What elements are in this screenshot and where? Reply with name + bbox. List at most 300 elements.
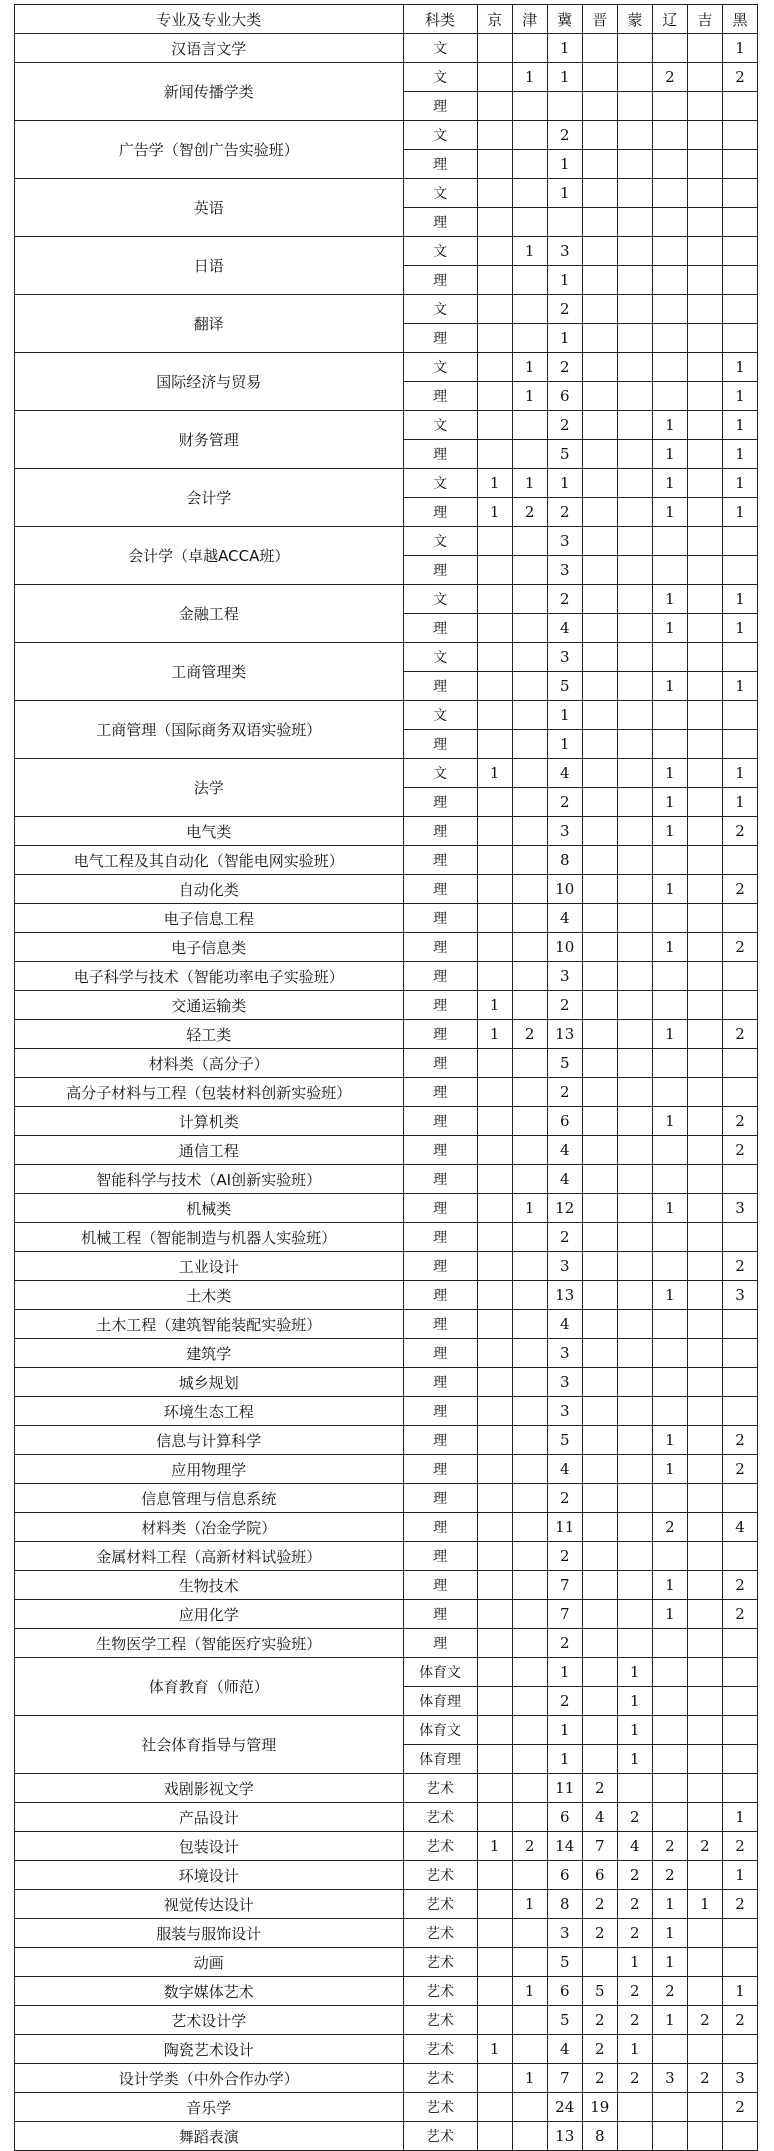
quota-cell: 8: [582, 2122, 617, 2151]
quota-cell: 2: [547, 1223, 582, 1252]
quota-cell: 1: [617, 1658, 652, 1687]
quota-cell: 2: [547, 788, 582, 817]
table-row: [15, 63, 758, 92]
quota-cell: 2: [512, 1832, 547, 1861]
quota-cell: [652, 121, 687, 150]
quota-cell: [617, 295, 652, 324]
major-name-cell: 环境设计: [15, 1861, 404, 1890]
quota-cell: 2: [582, 2006, 617, 2035]
header-province-tianjin: 津: [512, 5, 547, 34]
major-name-cell: 视觉传达设计: [15, 1890, 404, 1919]
quota-cell: [512, 759, 547, 788]
quota-cell: 5: [547, 1049, 582, 1078]
table-row: [15, 1107, 758, 1136]
quota-cell: 5: [547, 440, 582, 469]
table-row: [15, 1020, 758, 1049]
subject-type-cell: 艺术: [403, 1977, 477, 2006]
major-name-cell: 舞蹈表演: [15, 2122, 404, 2151]
quota-cell: [512, 962, 547, 991]
table-row: [15, 1832, 758, 1861]
major-name-cell: 汉语言文学: [15, 34, 404, 63]
quota-cell: [477, 1310, 512, 1339]
quota-cell: [477, 1513, 512, 1542]
quota-cell: [582, 1107, 617, 1136]
quota-cell: [512, 1513, 547, 1542]
quota-cell: 2: [512, 498, 547, 527]
quota-cell: [582, 34, 617, 63]
quota-cell: [687, 962, 722, 991]
quota-cell: 1: [477, 1020, 512, 1049]
quota-cell: [617, 469, 652, 498]
quota-cell: [687, 1310, 722, 1339]
subject-type-cell: 文: [403, 63, 477, 92]
table-row: [15, 1455, 758, 1484]
quota-cell: [477, 1629, 512, 1658]
quota-cell: [512, 1397, 547, 1426]
quota-cell: [582, 1281, 617, 1310]
quota-cell: 12: [547, 1194, 582, 1223]
quota-cell: 2: [652, 1977, 687, 2006]
quota-cell: 3: [547, 962, 582, 991]
quota-cell: [512, 1745, 547, 1774]
subject-type-cell: 理: [403, 92, 477, 121]
quota-cell: 24: [547, 2093, 582, 2122]
quota-cell: [512, 121, 547, 150]
quota-cell: [582, 556, 617, 585]
quota-cell: [477, 1397, 512, 1426]
major-name-cell: 电气工程及其自动化（智能电网实验班）: [15, 846, 404, 875]
quota-cell: [512, 991, 547, 1020]
quota-cell: [652, 527, 687, 556]
quota-cell: 1: [512, 2064, 547, 2093]
table-row: [15, 34, 758, 63]
subject-type-cell: 艺术: [403, 1919, 477, 1948]
major-name-cell: 机械工程（智能制造与机器人实验班）: [15, 1223, 404, 1252]
quota-cell: [687, 382, 722, 411]
quota-cell: [617, 1281, 652, 1310]
quota-cell: 4: [547, 1136, 582, 1165]
table-row: [15, 1194, 758, 1223]
table-row: [15, 1861, 758, 1890]
quota-cell: [582, 1194, 617, 1223]
quota-cell: 1: [652, 875, 687, 904]
quota-cell: [687, 2035, 722, 2064]
quota-cell: [687, 2093, 722, 2122]
subject-type-cell: 理: [403, 1165, 477, 1194]
subject-type-cell: 文: [403, 34, 477, 63]
quota-cell: [687, 1861, 722, 1890]
quota-cell: [687, 324, 722, 353]
quota-cell: [512, 2035, 547, 2064]
quota-cell: [512, 2006, 547, 2035]
quota-cell: [512, 643, 547, 672]
table-row: [15, 1310, 758, 1339]
quota-cell: [582, 1571, 617, 1600]
quota-cell: [617, 527, 652, 556]
major-name-cell: 动画: [15, 1948, 404, 1977]
quota-cell: [722, 730, 757, 759]
table-row: [15, 846, 758, 875]
quota-cell: [582, 527, 617, 556]
quota-cell: [652, 701, 687, 730]
quota-cell: [512, 150, 547, 179]
table-row: [15, 1397, 758, 1426]
quota-cell: [687, 1629, 722, 1658]
quota-cell: [582, 440, 617, 469]
quota-cell: [687, 1716, 722, 1745]
quota-cell: [512, 1136, 547, 1165]
subject-type-cell: 理: [403, 208, 477, 237]
quota-cell: 3: [547, 1339, 582, 1368]
quota-cell: [722, 121, 757, 150]
subject-type-cell: 艺术: [403, 2006, 477, 2035]
table-row: [15, 1629, 758, 1658]
quota-cell: 1: [722, 585, 757, 614]
quota-cell: [722, 643, 757, 672]
quota-cell: [512, 1803, 547, 1832]
quota-cell: 4: [547, 904, 582, 933]
quota-cell: 2: [547, 991, 582, 1020]
quota-cell: 7: [547, 1571, 582, 1600]
quota-cell: [617, 962, 652, 991]
quota-cell: [722, 92, 757, 121]
quota-cell: [547, 92, 582, 121]
quota-cell: [582, 1310, 617, 1339]
quota-cell: 4: [547, 1310, 582, 1339]
subject-type-cell: 文: [403, 237, 477, 266]
quota-cell: [687, 1774, 722, 1803]
quota-cell: [582, 1049, 617, 1078]
header-row: [15, 5, 758, 34]
quota-cell: 1: [547, 324, 582, 353]
quota-cell: [687, 527, 722, 556]
quota-cell: [687, 150, 722, 179]
quota-cell: 1: [652, 817, 687, 846]
subject-type-cell: 理: [403, 1397, 477, 1426]
quota-cell: 10: [547, 933, 582, 962]
quota-cell: [652, 643, 687, 672]
quota-cell: 1: [617, 1716, 652, 1745]
quota-cell: [477, 1803, 512, 1832]
subject-type-cell: 体育理: [403, 1745, 477, 1774]
quota-cell: [617, 121, 652, 150]
table-row: [15, 1165, 758, 1194]
quota-cell: [477, 643, 512, 672]
quota-cell: [687, 1397, 722, 1426]
quota-cell: 11: [547, 1774, 582, 1803]
quota-cell: 1: [652, 1194, 687, 1223]
quota-cell: [617, 875, 652, 904]
quota-cell: [617, 1629, 652, 1658]
quota-cell: 1: [512, 353, 547, 382]
quota-cell: 3: [547, 527, 582, 556]
quota-cell: [617, 1397, 652, 1426]
major-name-cell: 设计学类（中外合作办学）: [15, 2064, 404, 2093]
quota-cell: [617, 904, 652, 933]
quota-cell: 4: [722, 1513, 757, 1542]
quota-cell: 6: [582, 1861, 617, 1890]
quota-cell: [582, 904, 617, 933]
quota-cell: [477, 2064, 512, 2093]
quota-cell: [617, 382, 652, 411]
quota-cell: [722, 1542, 757, 1571]
quota-cell: [477, 1687, 512, 1716]
quota-cell: [512, 1223, 547, 1252]
quota-cell: 3: [547, 643, 582, 672]
subject-type-cell: 理: [403, 1426, 477, 1455]
quota-cell: 1: [512, 1890, 547, 1919]
quota-cell: [512, 295, 547, 324]
quota-cell: [512, 556, 547, 585]
quota-cell: [512, 92, 547, 121]
table-row: [15, 2006, 758, 2035]
quota-cell: [477, 585, 512, 614]
quota-cell: [687, 353, 722, 382]
subject-type-cell: 理: [403, 730, 477, 759]
quota-cell: [617, 788, 652, 817]
quota-cell: 2: [582, 1774, 617, 1803]
quota-cell: [687, 875, 722, 904]
subject-type-cell: 艺术: [403, 2122, 477, 2151]
quota-cell: [652, 556, 687, 585]
quota-cell: 1: [687, 1890, 722, 1919]
quota-cell: [617, 643, 652, 672]
quota-cell: [477, 179, 512, 208]
quota-cell: [687, 1339, 722, 1368]
quota-cell: [582, 1745, 617, 1774]
quota-cell: [582, 1368, 617, 1397]
quota-cell: [477, 1223, 512, 1252]
table-row: [15, 701, 758, 730]
quota-cell: 2: [722, 1571, 757, 1600]
quota-cell: 6: [547, 1861, 582, 1890]
table-row: [15, 933, 758, 962]
table-row: [15, 411, 758, 440]
quota-cell: [687, 1368, 722, 1397]
table-row: [15, 2122, 758, 2151]
quota-cell: [617, 759, 652, 788]
quota-cell: [512, 1542, 547, 1571]
quota-cell: [722, 991, 757, 1020]
subject-type-cell: 理: [403, 1484, 477, 1513]
quota-cell: [582, 1339, 617, 1368]
quota-cell: [512, 1339, 547, 1368]
quota-cell: [617, 150, 652, 179]
quota-cell: [512, 1600, 547, 1629]
quota-cell: [477, 933, 512, 962]
quota-cell: 11: [547, 1513, 582, 1542]
quota-cell: [477, 1658, 512, 1687]
quota-cell: [652, 1310, 687, 1339]
quota-cell: [617, 324, 652, 353]
quota-cell: 1: [547, 34, 582, 63]
major-name-cell: 国际经济与贸易: [15, 353, 404, 411]
table-row: [15, 353, 758, 382]
quota-cell: [687, 121, 722, 150]
major-name-cell: 艺术设计学: [15, 2006, 404, 2035]
quota-cell: [617, 1368, 652, 1397]
quota-cell: [617, 179, 652, 208]
quota-cell: [582, 643, 617, 672]
major-name-cell: 轻工类: [15, 1020, 404, 1049]
quota-cell: [477, 788, 512, 817]
quota-cell: 1: [722, 440, 757, 469]
quota-cell: 1: [722, 614, 757, 643]
quota-cell: [582, 817, 617, 846]
quota-cell: [617, 353, 652, 382]
quota-cell: [477, 730, 512, 759]
quota-cell: 2: [687, 2064, 722, 2093]
quota-cell: 1: [617, 1745, 652, 1774]
quota-cell: [652, 2035, 687, 2064]
table-row: [15, 1513, 758, 1542]
quota-cell: 1: [722, 498, 757, 527]
quota-cell: [477, 2006, 512, 2035]
major-name-cell: 金融工程: [15, 585, 404, 643]
quota-cell: [512, 1252, 547, 1281]
quota-cell: [582, 1629, 617, 1658]
quota-cell: 2: [582, 1890, 617, 1919]
quota-cell: [477, 2093, 512, 2122]
major-name-cell: 新闻传播学类: [15, 63, 404, 121]
quota-cell: [687, 34, 722, 63]
major-name-cell: 计算机类: [15, 1107, 404, 1136]
quota-cell: [652, 1049, 687, 1078]
quota-cell: [582, 1455, 617, 1484]
quota-cell: [512, 1368, 547, 1397]
quota-cell: 1: [477, 991, 512, 1020]
quota-cell: [477, 1339, 512, 1368]
quota-cell: 5: [582, 1977, 617, 2006]
subject-type-cell: 理: [403, 991, 477, 1020]
quota-cell: 1: [547, 469, 582, 498]
quota-cell: [687, 643, 722, 672]
quota-cell: [512, 1948, 547, 1977]
major-name-cell: 翻译: [15, 295, 404, 353]
subject-type-cell: 体育理: [403, 1687, 477, 1716]
quota-cell: [582, 295, 617, 324]
quota-cell: [722, 556, 757, 585]
quota-cell: 6: [547, 382, 582, 411]
quota-cell: [687, 1252, 722, 1281]
quota-cell: [512, 1281, 547, 1310]
quota-cell: [652, 382, 687, 411]
quota-cell: [652, 34, 687, 63]
subject-type-cell: 文: [403, 179, 477, 208]
subject-type-cell: 理: [403, 382, 477, 411]
quota-cell: [477, 411, 512, 440]
quota-cell: [687, 1078, 722, 1107]
quota-cell: [582, 1426, 617, 1455]
quota-cell: 1: [652, 1020, 687, 1049]
quota-cell: [687, 1107, 722, 1136]
quota-cell: [687, 1484, 722, 1513]
quota-cell: [477, 1426, 512, 1455]
quota-cell: [617, 63, 652, 92]
table-row: [15, 1716, 758, 1745]
quota-cell: [722, 701, 757, 730]
quota-cell: 13: [547, 1020, 582, 1049]
quota-cell: [722, 1368, 757, 1397]
quota-cell: [617, 237, 652, 266]
quota-cell: 3: [722, 2064, 757, 2093]
quota-cell: [477, 353, 512, 382]
quota-cell: [582, 1078, 617, 1107]
major-name-cell: 电气类: [15, 817, 404, 846]
quota-cell: [652, 1629, 687, 1658]
quota-cell: [652, 1687, 687, 1716]
quota-cell: [652, 266, 687, 295]
quota-cell: [477, 1484, 512, 1513]
quota-cell: 1: [547, 266, 582, 295]
quota-cell: [477, 1542, 512, 1571]
subject-type-cell: 理: [403, 933, 477, 962]
quota-cell: 5: [547, 1948, 582, 1977]
quota-cell: 3: [547, 556, 582, 585]
quota-cell: [477, 614, 512, 643]
major-name-cell: 英语: [15, 179, 404, 237]
table-row: [15, 904, 758, 933]
quota-cell: 6: [547, 1107, 582, 1136]
table-row: [15, 1049, 758, 1078]
quota-cell: [512, 585, 547, 614]
quota-cell: 1: [652, 1948, 687, 1977]
quota-cell: [582, 469, 617, 498]
quota-cell: 1: [652, 469, 687, 498]
quota-cell: [512, 208, 547, 237]
quota-cell: 2: [722, 1890, 757, 1919]
quota-cell: [582, 411, 617, 440]
quota-cell: [652, 962, 687, 991]
quota-cell: 2: [652, 1513, 687, 1542]
quota-cell: 3: [722, 1194, 757, 1223]
quota-cell: [512, 730, 547, 759]
quota-cell: [687, 237, 722, 266]
quota-cell: [687, 1919, 722, 1948]
subject-type-cell: 理: [403, 498, 477, 527]
quota-cell: [477, 150, 512, 179]
quota-cell: [582, 701, 617, 730]
major-name-cell: 音乐学: [15, 2093, 404, 2122]
subject-type-cell: 艺术: [403, 1861, 477, 1890]
major-name-cell: 陶瓷艺术设计: [15, 2035, 404, 2064]
quota-cell: 2: [617, 1890, 652, 1919]
quota-cell: [477, 1948, 512, 1977]
quota-cell: [687, 1745, 722, 1774]
quota-cell: [477, 266, 512, 295]
quota-cell: 1: [652, 498, 687, 527]
quota-cell: [477, 962, 512, 991]
quota-cell: [722, 1397, 757, 1426]
table-row: [15, 1136, 758, 1165]
quota-cell: [582, 150, 617, 179]
subject-type-cell: 文: [403, 585, 477, 614]
quota-cell: [512, 614, 547, 643]
quota-cell: 13: [547, 2122, 582, 2151]
quota-cell: 1: [652, 1571, 687, 1600]
quota-cell: 2: [512, 1020, 547, 1049]
quota-cell: [477, 34, 512, 63]
quota-cell: [617, 933, 652, 962]
quota-cell: [652, 1136, 687, 1165]
header-province-heilongjiang: 黑: [722, 5, 757, 34]
subject-type-cell: 理: [403, 962, 477, 991]
subject-type-cell: 理: [403, 1339, 477, 1368]
quota-cell: [722, 324, 757, 353]
quota-cell: [617, 701, 652, 730]
quota-cell: [477, 121, 512, 150]
quota-cell: 1: [652, 1600, 687, 1629]
